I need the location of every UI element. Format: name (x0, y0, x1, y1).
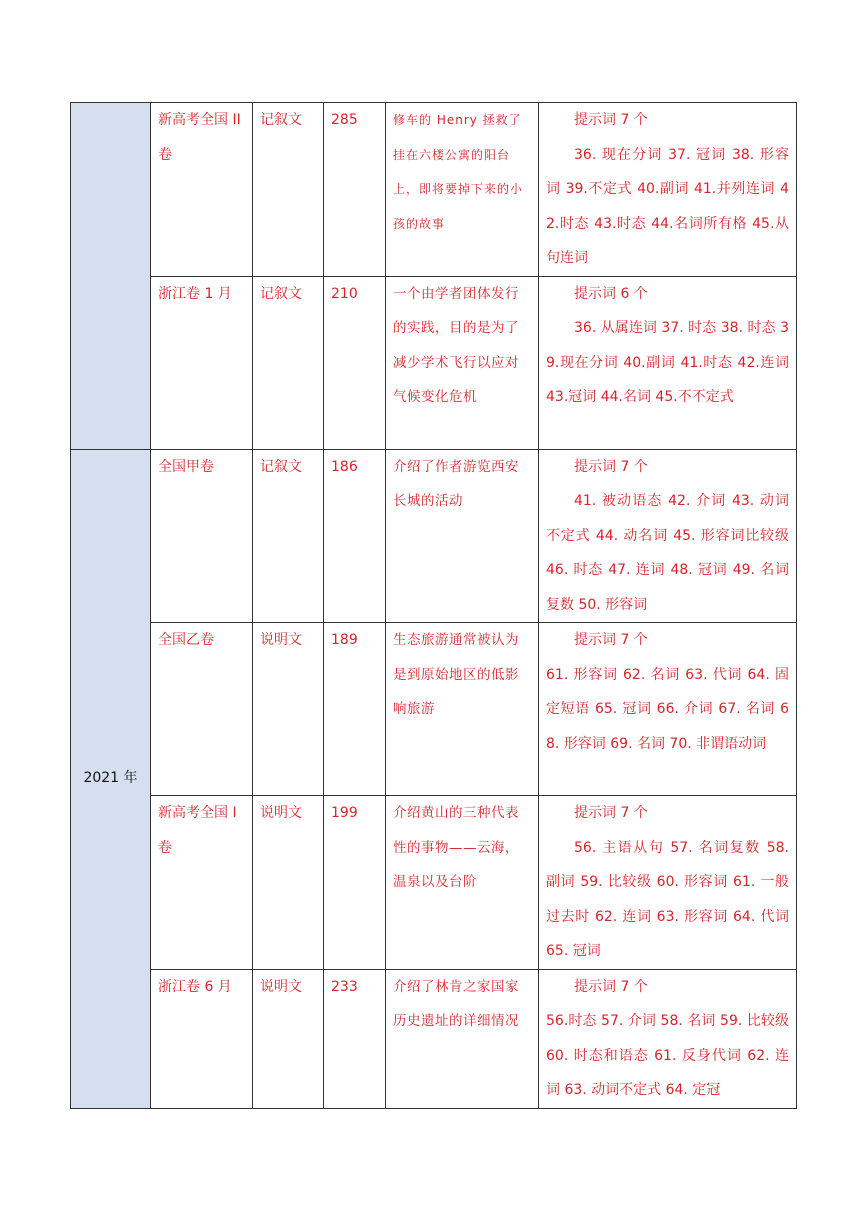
hint-list: 36. 从属连词 37. 时态 38. 时态 39.现在分词 40.副词 41.时态 42.连词 43.冠词 44.名词 45.不不定式 (546, 320, 789, 405)
exam-table (70, 102, 797, 1109)
hint-title: 提示词 7 个 (574, 458, 648, 475)
hint-list: 41. 被动语态 42. 介词 43. 动词不定式 44. 动名词 45. 形容词比较级 46. 时态 47. 连词 48. 冠词 49. 名词复数 50. 形容词 (546, 493, 789, 613)
table-row (71, 103, 797, 277)
summary-cell: 介绍了作者游览西安长城的活动 (386, 449, 539, 623)
word-count-cell: 285 (324, 103, 386, 277)
hint-list: 61. 形容词 62. 名词 63. 代词 64. 固定短语 65. 冠词 66. 介词 67. 名词 68. 形容词 69. 名词 70. 非谓语动词 (546, 666, 789, 752)
hints-cell (539, 276, 797, 449)
word-count-cell: 189 (324, 623, 386, 796)
hints-cell (539, 796, 797, 970)
word-count-cell: 199 (324, 796, 386, 970)
hints-cell (539, 969, 797, 1108)
table-row (71, 969, 797, 1108)
paper-cell: 全国乙卷 (151, 623, 253, 796)
genre-cell: 记叙文 (253, 276, 324, 449)
hint-title: 提示词 6 个 (574, 285, 648, 302)
word-count-cell: 210 (324, 276, 386, 449)
hint-list: 36. 现在分词 37. 冠词 38. 形容词 39.不定式 40.副词 41.并列连词 42.时态 43.时态 44.名词所有格 45.从句连词 (546, 146, 789, 266)
paper-cell: 新高考全国 I 卷 (151, 796, 253, 970)
summary-cell: 一个由学者团体发行的实践，目的是为了减少学术飞行以应对气候变化危机 (386, 276, 539, 449)
summary-cell: 生态旅游通常被认为是到原始地区的低影响旅游 (386, 623, 539, 796)
hint-list: 56.时态 57. 介词 58. 名词 59. 比较级 60. 时态和语态 61. 反身代词 62. 连词 63. 动词不定式 64. 定冠 (546, 1013, 789, 1098)
summary-cell: 修车的 Henry 拯救了挂在六楼公寓的阳台上，即将要掉下来的小孩的故事 (386, 103, 539, 277)
table-row (71, 449, 797, 623)
genre-cell: 记叙文 (253, 449, 324, 623)
year-cell (71, 103, 151, 450)
table-row (71, 623, 797, 796)
summary-cell: 介绍了林肯之家国家历史遗址的详细情况 (386, 969, 539, 1108)
hints-cell (539, 449, 797, 623)
hint-title: 提示词 7 个 (574, 978, 648, 995)
hints-cell (539, 623, 797, 796)
genre-cell: 说明文 (253, 796, 324, 970)
word-count-cell: 233 (324, 969, 386, 1108)
genre-cell: 记叙文 (253, 103, 324, 277)
genre-cell: 说明文 (253, 969, 324, 1108)
paper-cell: 浙江卷 1 月 (151, 276, 253, 449)
year-cell: 2021 年 (71, 449, 151, 1108)
paper-cell: 全国甲卷 (151, 449, 253, 623)
genre-cell: 说明文 (253, 623, 324, 796)
hints-cell (539, 103, 797, 277)
table-row (71, 276, 797, 449)
hints-clip (546, 970, 789, 1108)
table-row (71, 796, 797, 970)
word-count-cell: 186 (324, 449, 386, 623)
hint-list: 56. 主语从句 57. 名词复数 58. 副词 59. 比较级 60. 形容词 61. 一般过去时 62. 连词 63. 形容词 64. 代词 65. 冠词 (546, 839, 789, 959)
paper-cell: 新高考全国 II 卷 (151, 103, 253, 277)
paper-cell: 浙江卷 6 月 (151, 969, 253, 1108)
hint-title: 提示词 7 个 (574, 632, 648, 648)
hint-title: 提示词 7 个 (574, 112, 648, 128)
summary-cell: 介绍黄山的三种代表性的事物——云海，温泉以及台阶 (386, 796, 539, 970)
hint-title: 提示词 7 个 (574, 805, 648, 821)
